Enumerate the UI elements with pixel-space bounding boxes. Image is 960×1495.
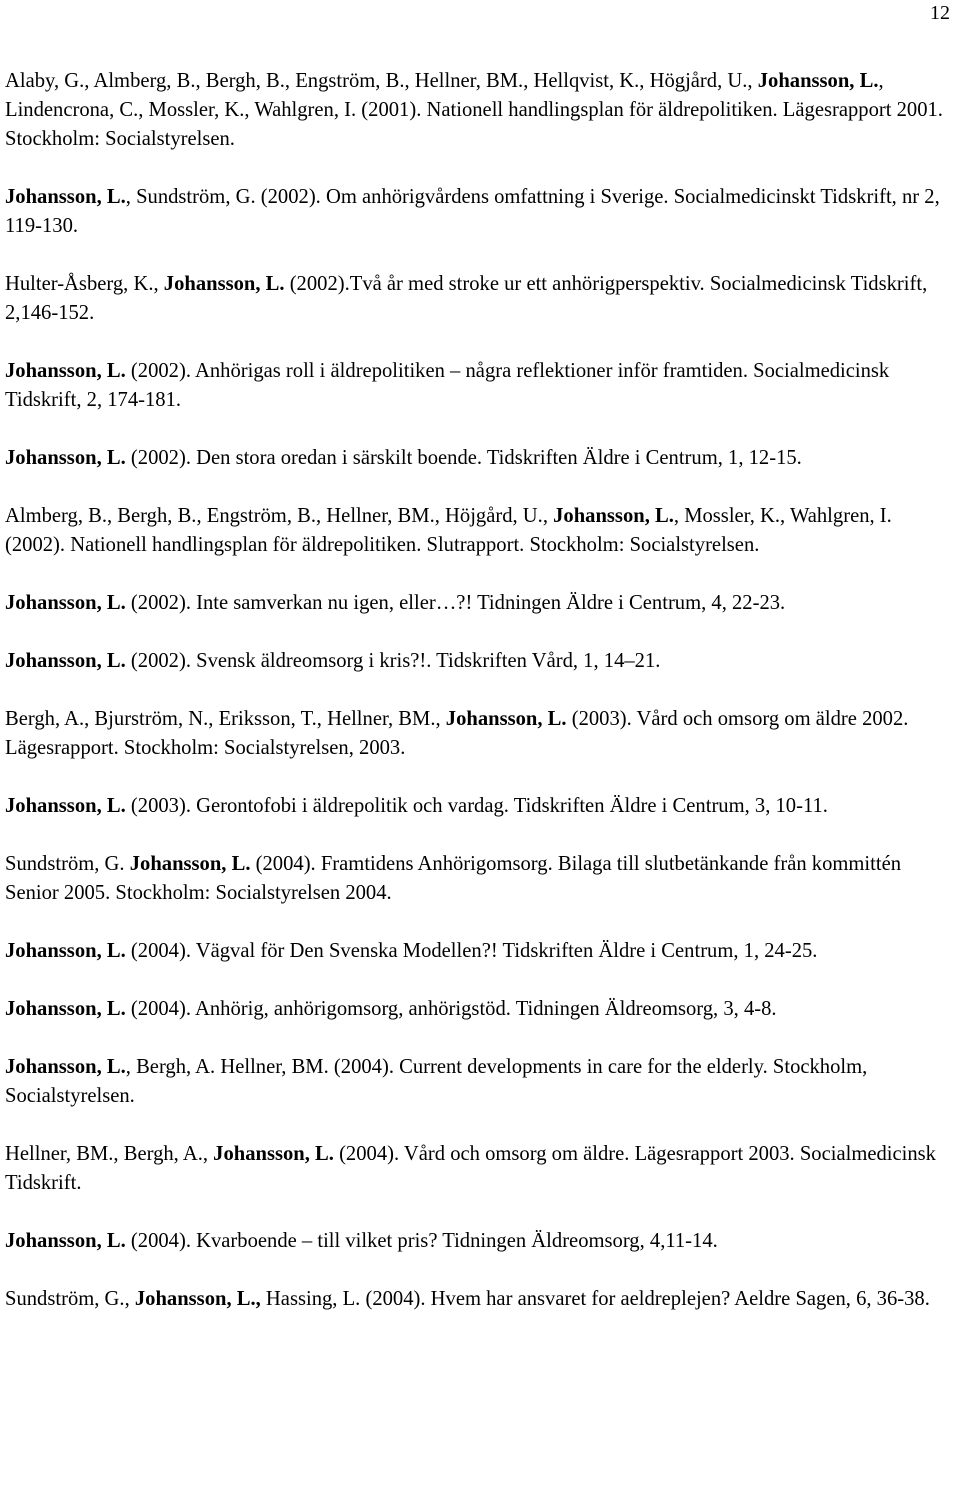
reference-text: , Mossler, K., Wahlgren, I. (2002). Nationell handlingsplan för äldrepolitiken. Slutrapport. Stockholm: Socialstyrelsen. [5, 505, 892, 556]
author-highlight: Johansson, L. [213, 1143, 334, 1165]
reference-text: Sundström, G., [5, 1288, 135, 1310]
reference-text: (2002). Anhörigas roll i äldrepolitiken – några reflektioner inför framtiden. Socialmedicinsk Tidskrift, 2, 174-181. [5, 360, 890, 411]
reference-text: (2004). Kvarboende – till vilket pris? Tidningen Äldreomsorg, 4,11-14. [125, 1230, 718, 1252]
reference-text: Almberg, B., Bergh, B., Engström, B., Hellner, BM., Höjgård, U., [5, 505, 554, 527]
author-highlight: Johansson, L. [553, 505, 674, 527]
reference-entry [5, 1285, 955, 1314]
reference-text: , Lindencrona, C., Mossler, K., Wahlgren, I. (2001). Nationell handlingsplan för äldrepolitiken. Lägesrapport 2001. Stockholm: Socialstyrelsen. [5, 70, 943, 150]
reference-entry [5, 502, 955, 560]
reference-text: , Sundström, G. (2002). Om anhörigvårdens omfattning i Sverige. Socialmedicinskt Tidskrift, nr 2, 119-130. [5, 186, 940, 237]
reference-entry [5, 270, 955, 328]
reference-entry [5, 444, 955, 473]
reference-text: (2004). Anhörig, anhörigomsorg, anhörigstöd. Tidningen Äldreomsorg, 3, 4-8. [125, 998, 777, 1020]
author-highlight: Johansson, L. [5, 447, 126, 469]
reference-text: , Bergh, A. Hellner, BM. (2004). Current developments in care for the elderly. Stockholm, Socialstyrelsen. [5, 1056, 868, 1107]
reference-entry [5, 1227, 955, 1256]
reference-text: (2004). Vägval för Den Svenska Modellen?! Tidskriften Äldre i Centrum, 1, 24-25. [125, 940, 818, 962]
reference-entry [5, 357, 955, 415]
reference-text: (2002). Svensk äldreomsorg i kris?!. Tidskriften Vård, 1, 14–21. [125, 650, 661, 672]
author-highlight: Johansson, L. [5, 592, 126, 614]
reference-entry [5, 705, 955, 763]
reference-text: (2002). Inte samverkan nu igen, eller…?! Tidningen Äldre i Centrum, 4, 22-23. [125, 592, 786, 614]
reference-entry [5, 647, 955, 676]
reference-entry [5, 850, 955, 908]
reference-text: (2002). Den stora oredan i särskilt boende. Tidskriften Äldre i Centrum, 1, 12-15. [125, 447, 802, 469]
reference-entry [5, 1140, 955, 1198]
author-highlight: Johansson, L. [129, 853, 251, 875]
reference-entry [5, 1053, 955, 1111]
reference-text: (2003). Gerontofobi i äldrepolitik och vardag. Tidskriften Äldre i Centrum, 3, 10-11. [125, 795, 828, 817]
author-highlight: Johansson, L. [5, 998, 126, 1020]
reference-text: Hassing, L. (2004). Hvem har ansvaret for aeldreplejen? Aeldre Sagen, 6, 36-38. [260, 1288, 930, 1310]
author-highlight: Johansson, L. [5, 650, 126, 672]
author-highlight: Johansson, L. [163, 273, 285, 295]
reference-text: Alaby, G., Almberg, B., Bergh, B., Engström, B., Hellner, BM., Hellqvist, K., Högjård, U., [5, 70, 758, 92]
reference-text: (2002).Två år med stroke ur ett anhörigperspektiv. Socialmedicinsk Tidskrift, 2,146-152. [5, 273, 928, 324]
reference-text: Hulter-Åsberg, K., [5, 273, 164, 295]
reference-text: (2003). Vård och omsorg om äldre 2002. Lägesrapport. Stockholm: Socialstyrelsen, 2003. [5, 708, 909, 759]
reference-entry [5, 589, 955, 618]
reference-entry [5, 995, 955, 1024]
author-highlight: Johansson, L., [134, 1288, 261, 1310]
reference-entry [5, 183, 955, 241]
author-highlight: Johansson, L. [5, 1230, 126, 1252]
reference-text: Sundström, G. [5, 853, 130, 875]
author-highlight: Johansson, L. [5, 940, 126, 962]
author-highlight: Johansson, L. [445, 708, 567, 730]
reference-text: Hellner, BM., Bergh, A., [5, 1143, 214, 1165]
reference-list [5, 67, 955, 1343]
page-number: 12 [930, 2, 950, 24]
author-highlight: Johansson, L. [5, 1056, 126, 1078]
author-highlight: Johansson, L. [757, 70, 879, 92]
reference-text: (2004). Vård och omsorg om äldre. Lägesrapport 2003. Socialmedicinsk Tidskrift. [5, 1143, 936, 1194]
reference-text: Bergh, A., Bjurström, N., Eriksson, T., Hellner, BM., [5, 708, 446, 730]
reference-text: (2004). Framtidens Anhörigomsorg. Bilaga till slutbetänkande från kommittén Senior 2005. Stockholm: Socialstyrelsen 2004. [5, 853, 902, 904]
author-highlight: Johansson, L. [5, 360, 126, 382]
reference-entry [5, 937, 955, 966]
reference-entry [5, 67, 955, 154]
reference-entry [5, 792, 955, 821]
author-highlight: Johansson, L. [5, 795, 126, 817]
author-highlight: Johansson, L. [5, 186, 126, 208]
